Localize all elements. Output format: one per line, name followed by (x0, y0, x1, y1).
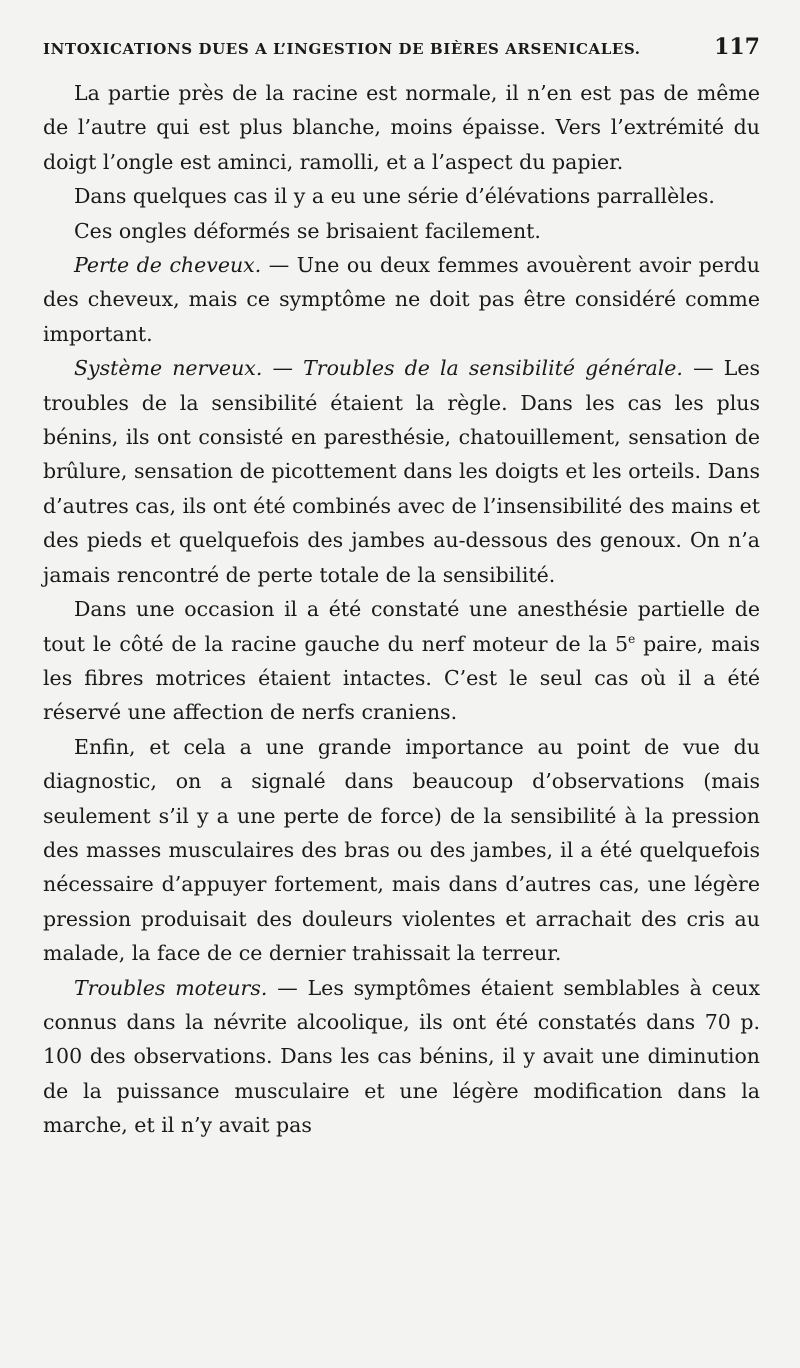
page-number: 117 (714, 34, 760, 60)
paragraph-hair-loss: Perte de cheveux. — Une ou deux femmes avouèrent avoir perdu des cheveux, mais ce symptôme ne doit pas être considéré comme important. (43, 253, 760, 346)
paragraph-elevations: Dans quelques cas il y a eu une série d’élévations parrallèles. (74, 184, 715, 209)
paragraph-diagnosis: Enfin, et cela a une grande importance au point de vue du diagnostic, on a signalé dans beaucoup d’observations (mais seulement s’il y a une perte de force) de la sensibilité à la pression des masses musculaires des bras ou des jambes, il a été quelquefois nécessaire d’appuyer fortement, mais dans d’autres cas, une légère pression produisait des douleurs violentes et arrachait des cris au malade, la face de ce dernier trahissait la terreur. (43, 734, 760, 966)
body-text (43, 76, 760, 1143)
paragraph-brittle-nails: Ces ongles déformés se brisaient facilement. (74, 218, 541, 243)
paragraph-motor-disorders: Troubles moteurs. — Les symptômes étaient semblables à ceux connus dans la névrite alcoolique, ils ont été constatés dans 70 p. 100 des observations. Dans les cas bénins, il y avait une diminution de la puissance musculaire et une légère modification dans la marche, et il n’y avait pas (43, 975, 761, 1138)
running-title: INTOXICATIONS DUES A L’INGESTION DE BIÈRES ARSENICALES. (43, 40, 641, 58)
paragraph-nail-root: La partie près de la racine est normale, il n’en est pas de même de l’autre qui est plus blanche, moins épaisse. Vers l’extrémité du doigt l’ongle est aminci, ramolli, et a l’aspect du papier. (43, 81, 760, 174)
paragraph-anesthesia: Dans une occasion il a été constaté une anesthésie partielle de tout le côté de la racine gauche du nerf moteur de la 5e paire, mais les fibres motrices étaient intactes. C’est le seul cas où il a été réservé une affection de nerfs craniens. (43, 597, 760, 725)
running-header (43, 34, 760, 76)
section-heading-nervous-system: Système nerveux. — Troubles de la sensibilité générale. (74, 356, 683, 381)
section-heading-hair-loss: Perte de cheveux. (74, 253, 262, 278)
section-heading-motor-disorders: Troubles moteurs. (74, 975, 268, 1000)
paragraph-nervous-system: Système nerveux. — Troubles de la sensibilité générale. — Les troubles de la sensibilité étaient la règle. Dans les cas les plus bénins, ils ont consisté en paresthésie, chatouillement, sensation de brûlure, sensation de picottement dans les doigts et les orteils. Dans d’autres cas, ils ont été combinés avec de l’insensibilité des mains et des pieds et quelquefois des jambes au-dessous des genoux. On n’a jamais rencontré de perte totale de la sensibilité. (43, 356, 760, 587)
